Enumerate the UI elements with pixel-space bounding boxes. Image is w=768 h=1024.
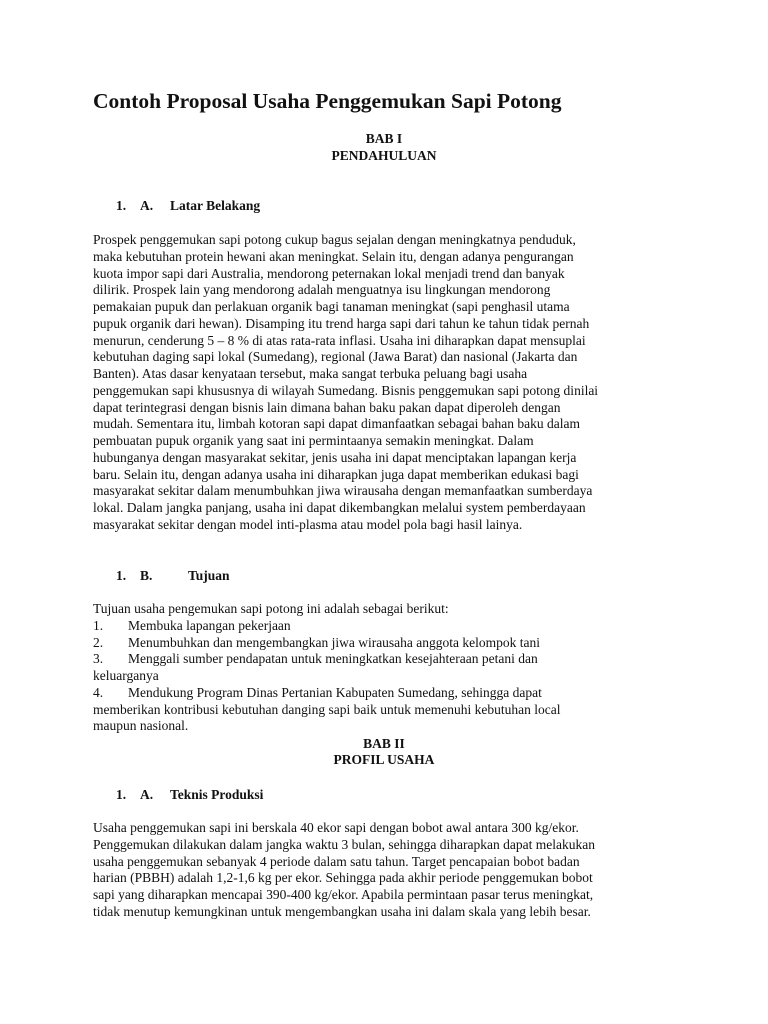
section-number: 1.	[116, 198, 127, 213]
list-item-continuation: memberikan kontribusi kebutuhan danging sapi baik untuk memenuhi kebutuhan local	[93, 701, 561, 717]
list-item-text: Membuka lapangan pekerjaan	[128, 617, 291, 633]
tujuan-list-item	[93, 635, 683, 652]
section-title: Latar Belakang	[170, 198, 261, 213]
paragraph-line: penggemukan sapi khususnya di wilayah Sumedang. Bisnis penggemukan sapi potong dinilai	[93, 382, 599, 398]
paragraph-line: pemakaian pupuk dan perlakuan organik bagi tanaman meningkat (sapi penghasil utama	[93, 299, 570, 314]
section-letter: A.	[140, 198, 154, 213]
list-item-number: 1.	[93, 617, 104, 633]
paragraph-line: kuota impor sapi dari Australia, mendorong peternakan lokal menjadi trend dan banyak	[93, 265, 565, 281]
chapter-2-label: BAB II	[363, 736, 405, 751]
section-letter: A.	[140, 787, 154, 802]
list-item-first-line	[93, 685, 683, 702]
section-number: 1.	[116, 787, 127, 802]
paragraph-line: harian (PBBH) adalah 1,2-1,6 kg per ekor. Sehingga pada akhir periode penggemukan bobot	[93, 870, 593, 886]
list-item-continuation: maupun nasional.	[93, 718, 189, 734]
list-item-first-line	[93, 618, 683, 635]
list-item-first-line	[93, 651, 683, 668]
list-item-number: 3.	[93, 651, 104, 667]
paragraph-line: sapi yang diharapkan mencapai 390-400 kg/ekor. Apabila permintaan pasar terus meningkat,	[93, 887, 594, 902]
teknis-produksi-paragraph	[93, 820, 683, 921]
tujuan-list-item	[93, 685, 683, 735]
tujuan-list-item	[93, 651, 683, 685]
paragraph-line: pembuatan pupuk organik yang saat ini permintaanya semakin meningkat. Dalam	[93, 433, 534, 448]
paragraph-line: maka kebutuhan protein hewani akan meningkat. Selain itu, dengan adanya pengurangan	[93, 248, 574, 264]
paragraph-line: mudah. Sementara itu, limbah kotoran sapi dapat dimanfaatkan sebagai bahan baku dalam	[93, 416, 580, 432]
list-item-text: Menumbuhkan dan mengembangkan jiwa wirausaha anggota kelompok tani	[128, 634, 541, 650]
tujuan-block	[93, 601, 683, 735]
paragraph-line: dilirik. Prospek lain yang mendorong adalah menguatnya isu lingkungan mendorong	[93, 282, 551, 298]
list-item-number: 4.	[93, 684, 104, 700]
chapter-1-name: PENDAHULUAN	[331, 148, 437, 163]
paragraph-line: tidak menutup kemungkinan untuk mengembangkan usaha ini dalam skala yang lebih besar.	[93, 903, 591, 919]
list-item-text: Mendukung Program Dinas Pertanian Kabupaten Sumedang, sehingga dapat	[128, 684, 542, 700]
latar-belakang-paragraph	[93, 232, 683, 534]
tujuan-list	[93, 618, 683, 735]
tujuan-list-item	[93, 618, 683, 635]
tujuan-intro: Tujuan usaha pengemukan sapi potong ini adalah sebagai berikut:	[93, 601, 449, 616]
paragraph-line: masyarakat sekitar dalam menumbuhkan jiwa wirausaha dengan memanfaatkan sumberdaya	[93, 483, 593, 499]
paragraph-line: masyarakat sekitar dengan model inti-plasma atau model pola bagi hasil lainya.	[93, 516, 523, 532]
paragraph-line: lokal. Dalam jangka panjang, usaha ini dapat dikembangkan melalui system pemberdayaan	[93, 500, 586, 515]
paragraph-line: menurun, cenderung 5 – 8 % di atas rata-rata inflasi. Usaha ini diharapkan dapat mensuplai	[93, 332, 586, 348]
paragraph-line: baru. Selain itu, dengan adanya usaha ini diharapkan juga dapat memberikan edukasi bagi	[93, 466, 579, 482]
chapter-2-name: PROFIL USAHA	[333, 752, 435, 767]
paragraph-line: Banten). Atas dasar kenyataan tersebut, maka sangat terbuka peluang bagi usaha	[93, 366, 528, 381]
list-item-number: 2.	[93, 634, 104, 650]
paragraph-line: kebutuhan daging sapi lokal (Sumedang), regional (Jawa Barat) dan nasional (Jakarta dan	[93, 349, 578, 365]
paragraph-line: hubunganya dengan masyarakat sekitar, jenis usaha ini dapat menciptakan lapangan kerja	[93, 449, 577, 465]
chapter-1-label: BAB I	[365, 131, 403, 146]
section-title: Tujuan	[188, 568, 230, 583]
paragraph-line: dapat terintegrasi dengan bisnis lain dimana bahan baku pakan dapat diperoleh dengan	[93, 399, 561, 415]
list-item-first-line	[93, 635, 683, 652]
document-title: Contoh Proposal Usaha Penggemukan Sapi Potong	[93, 89, 562, 113]
list-item-continuation: keluarganya	[93, 668, 159, 683]
paragraph-line: Prospek penggemukan sapi potong cukup bagus sejalan dengan meningkatnya penduduk,	[93, 232, 576, 247]
section-title: Teknis Produksi	[170, 787, 264, 802]
paragraph-line: Usaha penggemukan sapi ini berskala 40 ekor sapi dengan bobot awal antara 300 kg/ekor.	[93, 820, 579, 835]
paragraph-line: usaha penggemukan sebanyak 4 periode dalam satu tahun. Target pencapaian bobot badan	[93, 853, 580, 869]
section-number: 1.	[116, 568, 127, 583]
section-letter: B.	[140, 568, 153, 583]
paragraph-line: pupuk organik dari hewan). Disamping itu trend harga sapi dari tahun ke tahun tidak pernah	[93, 315, 590, 331]
paragraph-line: Penggemukan dilakukan dalam jangka waktu 3 bulan, sehingga diharapkan dapat melakukan	[93, 836, 595, 852]
list-item-text: Menggali sumber pendapatan untuk meningkatkan kesejahteraan petani dan	[128, 651, 538, 667]
